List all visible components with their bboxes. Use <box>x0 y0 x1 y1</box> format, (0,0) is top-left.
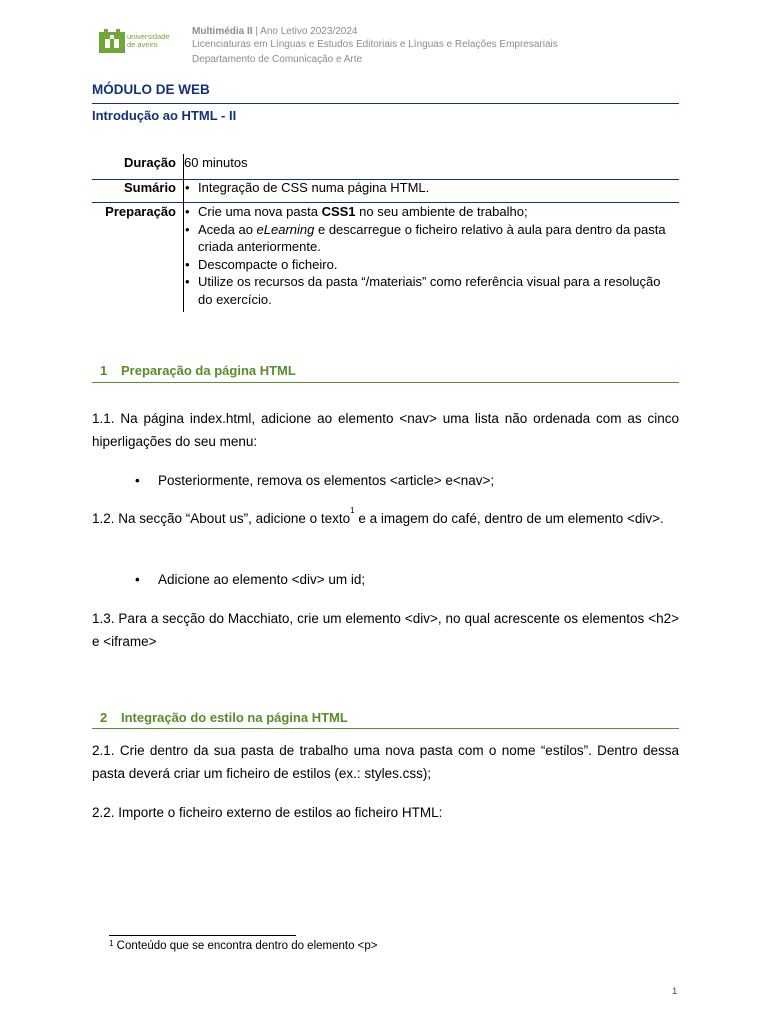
university-logo <box>99 27 179 57</box>
module-title: MÓDULO DE WEB <box>92 82 210 97</box>
section-2-divider <box>92 728 679 729</box>
course-name: Multimédia II <box>192 26 253 37</box>
section-2-number: 2 <box>100 710 108 725</box>
footnote-divider <box>109 935 296 936</box>
table-vertical-divider <box>183 154 184 312</box>
preparation-item: • Utilize os recursos da pasta “/materiais” como referência visual para a resolução do exercício. <box>184 273 674 308</box>
section-1-divider <box>92 382 679 383</box>
school-year: Ano Letivo 2023/2024 <box>260 26 358 37</box>
paragraph-1-3: 1.3. Para a secção do Macchiato, crie um elemento <div>, no qual acrescente os elementos <h2> e <iframe> <box>92 611 679 649</box>
logo-line1: universidade <box>127 32 170 41</box>
summary-label: Sumário <box>123 180 176 195</box>
logo-text <box>127 33 170 49</box>
paragraph-2-2: 2.2. Importe o ficheiro externo de estilos ao ficheiro HTML: <box>92 805 443 820</box>
footnote-ref[interactable]: 1 <box>350 506 355 515</box>
title-divider <box>92 103 679 104</box>
preparation-item: • Crie uma nova pasta CSS1 no seu ambiente de trabalho; <box>184 203 674 221</box>
logo-line2: de aveiro <box>127 40 158 49</box>
summary-list <box>184 179 674 197</box>
page-number: 1 <box>672 986 678 997</box>
programs-line: Licenciaturas em Línguas e Estudos Editoriais e Línguas e Relações Empresariais <box>192 38 558 50</box>
lesson-title: Introdução ao HTML - II <box>92 108 237 123</box>
footnote: $^1$ Conteúdo que se encontra dentro do elemento <p> <box>109 939 378 952</box>
preparation-item: • Descompacte o ficheiro. <box>184 256 674 274</box>
department-line: Departamento de Comunicação e Arte <box>192 54 363 65</box>
paragraph-1-1: 1.1. Na página index.html, adicione ao elemento <nav> uma lista não ordenada com as cinco hiperligações do seu menu: <box>92 411 679 449</box>
paragraph-2-1: 2.1. Crie dentro da sua pasta de trabalho uma nova pasta com o nome “estilos”. Dentro dessa pasta deverá criar um ficheiro de estilos (ex.: styles.css); <box>92 743 679 781</box>
duration-label: Duração <box>123 155 176 170</box>
university-logo-icon <box>99 29 125 53</box>
section-1-number: 1 <box>100 363 108 378</box>
document-header: Multimédia II | Ano Letivo 2023/2024 Licenciaturas em Línguas e Estudos Editoriais e Línguas e Relações Empresariais Departamento de Comunicação e Arte <box>192 26 558 65</box>
duration-value: 60 minutos <box>184 155 248 170</box>
preparation-label: Preparação <box>105 204 176 219</box>
section-2-title: Integração do estilo na página HTML <box>121 710 348 725</box>
preparation-item: • Aceda ao eLearning e descarregue o ficheiro relativo à aula para dentro da pasta criada anteriormente. <box>184 221 674 256</box>
preparation-list <box>184 203 674 308</box>
section-1-title: Preparação da página HTML <box>121 363 296 378</box>
summary-item: • Integração de CSS numa página HTML. <box>184 179 674 197</box>
paragraph-1-2: 1.2. Na secção “About us”, adicione o texto$^1$ e a imagem do café, dentro de um elemento <div>. <box>92 506 664 526</box>
